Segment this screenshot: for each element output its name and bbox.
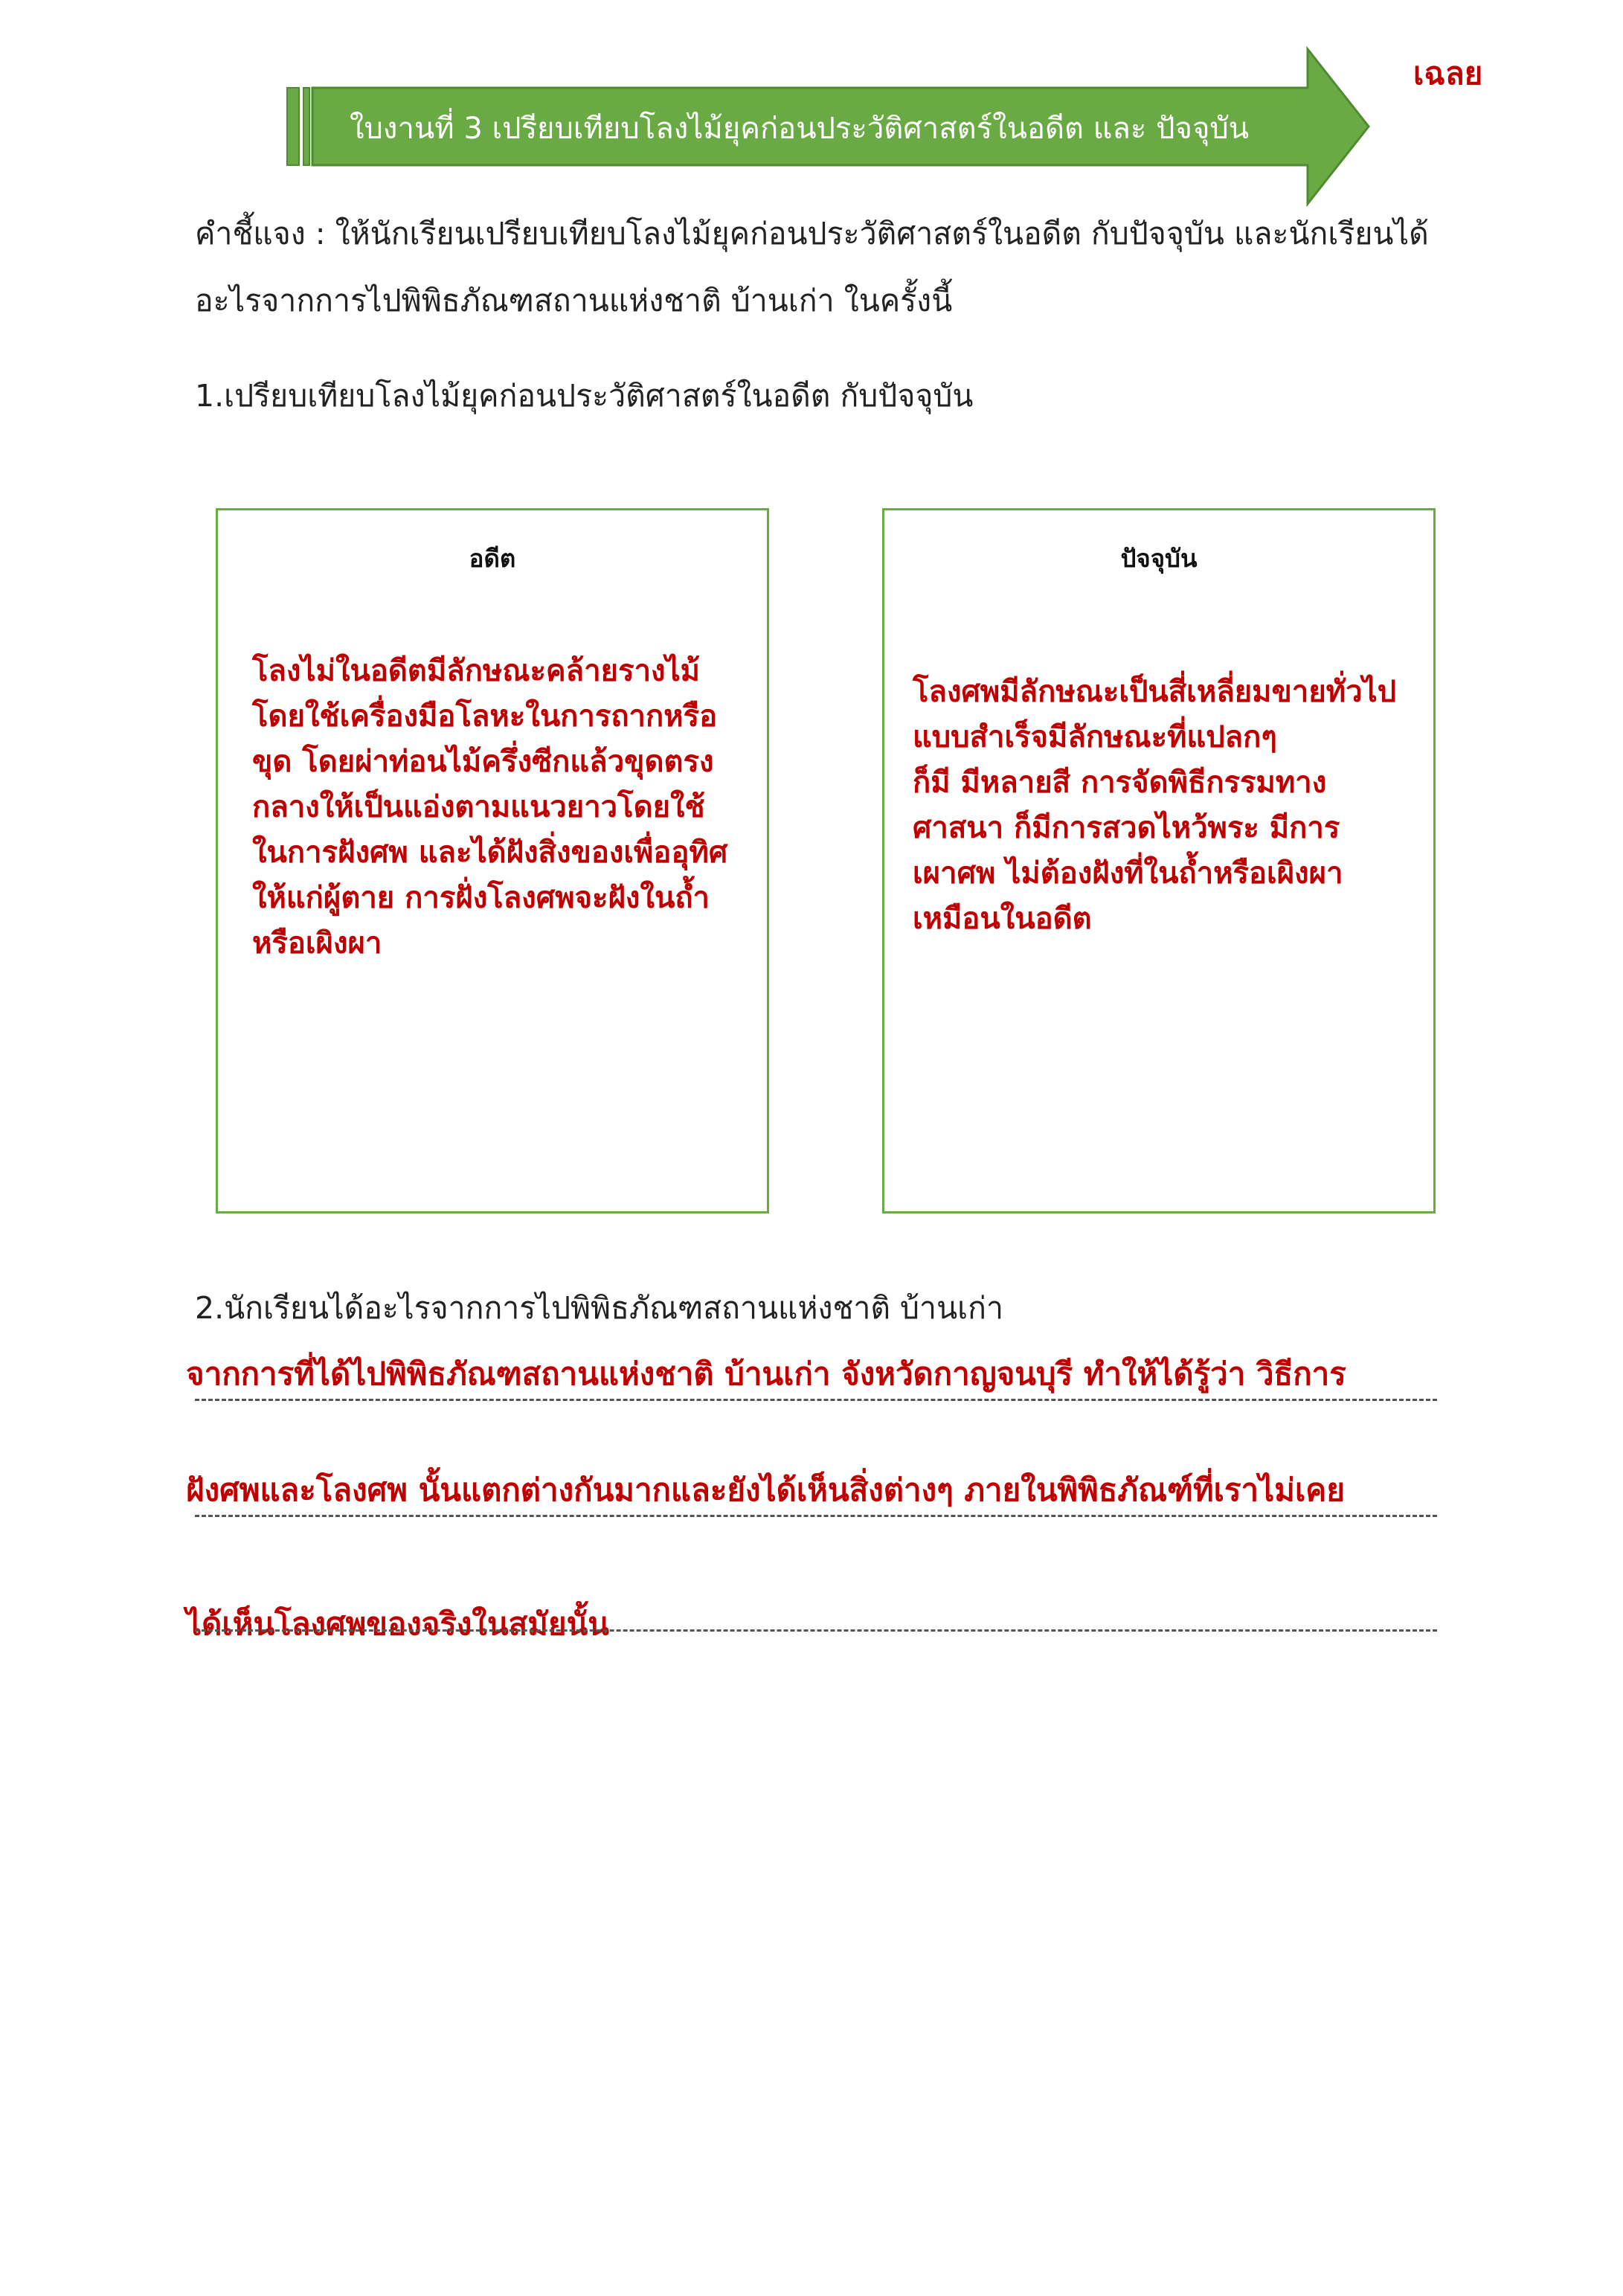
answer-line-divider <box>195 1515 1437 1517</box>
past-box-heading: อดีต <box>469 544 516 573</box>
instructions-line-2: อะไรจากการไปพิพิธภัณฑสถานแห่งชาติ บ้านเก่า ในครั้งนี้ <box>195 283 953 318</box>
answer-2-line-2: ฝังศพและโลงศพ นั้นแตกต่างกันมากและยังได้เห็นสิ่งต่างๆ ภายในพิพิธภัณฑ์ที่เราไม่เคย <box>186 1472 1345 1508</box>
answer-key-label: เฉลย <box>1413 55 1483 92</box>
answer-line-divider <box>195 1629 1437 1632</box>
question-2: 2.นักเรียนได้อะไรจากการไปพิพิธภัณฑสถานแห่งชาติ บ้านเก่า <box>195 1290 1003 1326</box>
instructions-line-1: คำชี้แจง : ให้นักเรียนเปรียบเทียบโลงไม้ยุคก่อนประวัติศาสตร์ในอดีต กับปัจจุบัน และนักเรียนได้ <box>195 216 1429 251</box>
present-box-answer: โลงศพมีลักษณะเป็นสี่เหลี่ยมขายทั่วไป แบบสำเร็จมีลักษณะที่แปลกๆ ก็มี มีหลายสี การจัดพิธีกรรมทาง ศาสนา ก็มีการสวดไหว้พระ มีการ เผาศพ ไม่ต้องฝังที่ในถ้ำหรือเผิงผา เหมือนในอดีต <box>913 675 1397 936</box>
present-box <box>882 508 1436 1213</box>
worksheet-title: ใบงานที่ 3 เปรียบเทียบโลงไม้ยุคก่อนประวัติศาสตร์ในอดีต และ ปัจจุบัน <box>350 112 1250 146</box>
present-box-heading: ปัจจุบัน <box>1120 544 1198 573</box>
past-box-answer: โลงไม่ในอดีตมีลักษณะคล้ายรางไม้ โดยใช้เครื่องมือโลหะในการถากหรือ ขุด โดยผ่าท่อนไม้ครึ่งซีกแล้วขุดตรง กลางให้เป็นแอ่งตามแนวยาวโดยใช้ ในการฝังศพ และได้ฝังสิ่งของเพื่ออุทิศ ให้แก่ผู้ตาย การฝั่งโลงศพจะฝังในถ้ำ หรือเผิงผา <box>252 654 728 961</box>
question-1: 1.เปรียบเทียบโลงไม้ยุคก่อนประวัติศาสตร์ในอดีต กับปัจจุบัน <box>195 378 974 414</box>
answer-line-divider <box>195 1399 1437 1401</box>
answer-2-line-1: จากการที่ได้ไปพิพิธภัณฑสถานแห่งชาติ บ้านเก่า จังหวัดกาญจนบุรี ทำให้ได้รู้ว่า วิธีการ <box>186 1356 1346 1392</box>
answer-2-line-3: ได้เห็นโลงศพของจริงในสมัยนั้น <box>186 1606 609 1642</box>
past-box <box>216 508 769 1213</box>
